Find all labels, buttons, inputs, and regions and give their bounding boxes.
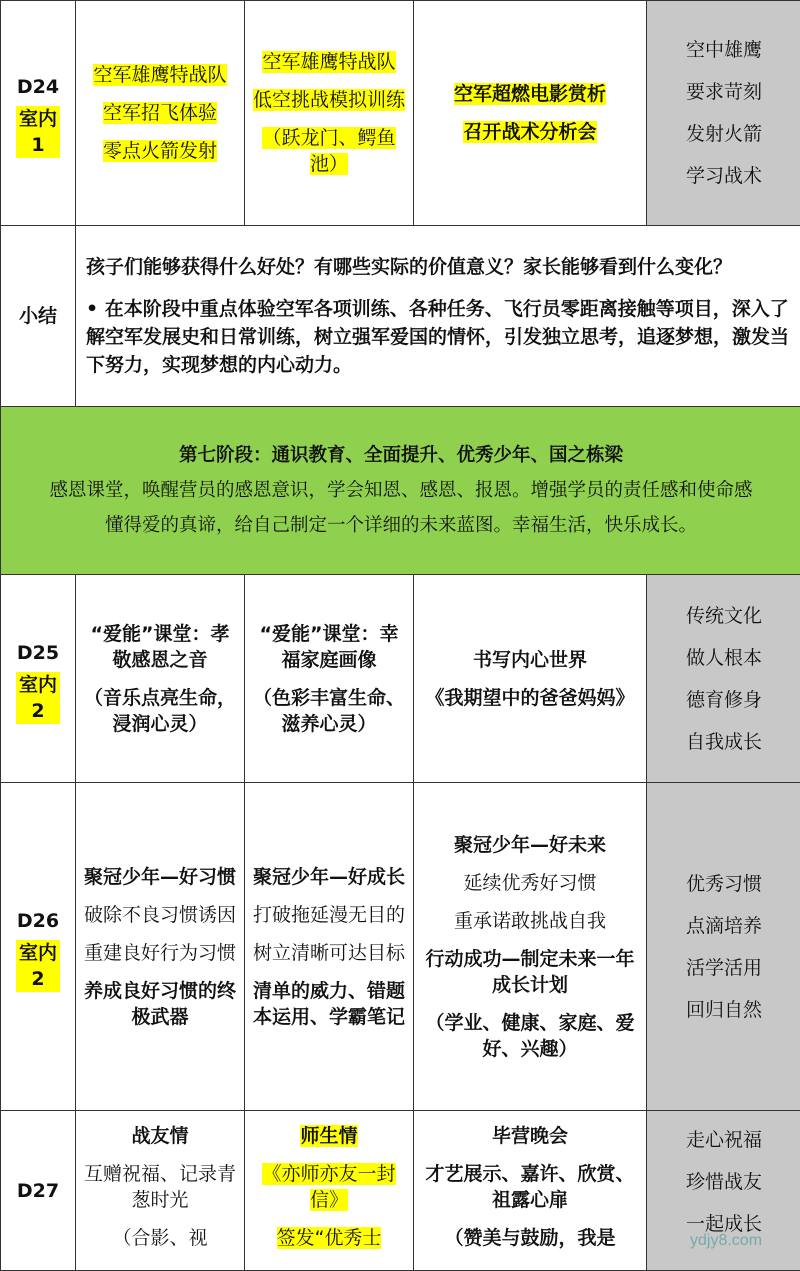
location-label: 室内 2 [16,940,60,992]
activity-text: 空军超燃电影赏析 [454,83,606,105]
day-label: D26 [1,908,75,934]
activity-text: 聚冠少年—好未来 [420,832,640,858]
activity-text: 重建良好行为习惯 [82,940,238,966]
activity-text: 战友情 [82,1123,238,1149]
day-label: D24 [1,74,75,100]
activity-text: 零点火箭发射 [103,140,217,162]
summary-cell [76,226,800,407]
tags-cell [647,575,800,783]
tag-text: 点滴培养 [647,913,800,939]
activity-text: 打破拖延漫无目的 [251,902,407,928]
activity-text: 空军雄鹰特战队 [93,64,226,86]
activity-text: （赞美与鼓励，我是 [420,1225,640,1251]
activity-cell-2 [245,1111,414,1271]
tag-text: 一起成长 [647,1211,800,1237]
tag-text: 发射火箭 [647,121,800,147]
activity-text: 行动成功—制定未来一年成长计划 [420,946,640,998]
activity-text: 《亦师亦友一封信》 [262,1163,395,1211]
activity-text: 延续优秀好习惯 [420,870,640,896]
stage-description: 懂得爱的真谛，给自己制定一个详细的未来蓝图。幸福生活，快乐成长。 [15,512,787,539]
activity-text: 书写内心世界 [420,647,640,673]
stage-banner [1,407,800,575]
activity-text: “爱能”课堂：孝敬感恩之音 [82,621,238,673]
activity-cell-3 [414,783,647,1111]
activity-cell-2 [245,783,414,1111]
day-cell-d27 [1,1111,76,1271]
tag-text: 回归自然 [647,997,800,1023]
tag-text: 走心祝福 [647,1127,800,1153]
activity-cell-1 [76,1,245,226]
tag-text: 空中雄鹰 [647,37,800,63]
activity-text: 师生情 [300,1125,357,1147]
summary-label: 小结 [1,226,76,407]
activity-text: 才艺展示、嘉许、欣赏、祖露心扉 [420,1161,640,1213]
activity-cell-1 [76,1111,245,1271]
activity-text: （色彩丰富生命、滋养心灵） [251,685,407,737]
activity-text: 树立清晰可达目标 [251,940,407,966]
activity-text: 互赠祝福、记录青葱时光 [82,1161,238,1213]
tags-cell [647,783,800,1111]
activity-cell-3 [414,1,647,226]
activity-text: 空军招飞体验 [103,102,217,124]
tag-text: 自我成长 [647,729,800,755]
activity-cell-3 [414,1111,647,1271]
stage-description: 感恩课堂，唤醒营员的感恩意识，学会知恩、感恩、报恩。增强学员的责任感和使命感 [15,477,787,504]
activity-text: （跃龙门、鳄鱼池） [262,127,395,175]
activity-text: （合影、视 [82,1225,238,1251]
activity-text: 聚冠少年—好习惯 [82,864,238,890]
tag-text: 做人根本 [647,645,800,671]
activity-text: 低空挑战模拟训练 [253,89,405,111]
activity-text: 毕营晚会 [420,1123,640,1149]
activity-text: 重承诺敢挑战自我 [420,908,640,934]
tag-text: 德育修身 [647,687,800,713]
day-label: D27 [1,1178,75,1204]
tag-text: 要求苛刻 [647,79,800,105]
activity-text: 聚冠少年—好成长 [251,864,407,890]
tag-text: 学习战术 [647,163,800,189]
activity-text: “爱能”课堂：幸福家庭画像 [251,621,407,673]
tag-text: 活学活用 [647,955,800,981]
tag-text: 传统文化 [647,603,800,629]
activity-cell-2 [245,575,414,783]
activity-text: 召开战术分析会 [463,121,596,143]
activity-cell-1 [76,783,245,1111]
activity-text: （学业、健康、家庭、爱好、兴趣） [420,1010,640,1062]
day-cell-d26 [1,783,76,1111]
activity-cell-3 [414,575,647,783]
location-label: 室内 1 [16,106,60,158]
table-row-d26 [1,783,800,1111]
summary-bullet: • 在本阶段中重点体验空军各项训练、各种任务、飞行员零距离接触等项目，深入了解空军发展史和日常训练，树立强军爱国的情怀，引发独立思考，追逐梦想，激发当下努力，实现梦想的内心动力。 [86,295,791,379]
table-row-stage7 [1,407,800,575]
activity-text: （音乐点亮生命，浸润心灵） [82,685,238,737]
activity-text: 破除不良习惯诱因 [82,902,238,928]
tags-cell [647,1,800,226]
table-row-d27 [1,1111,800,1271]
activity-cell-1 [76,575,245,783]
table-row-d25 [1,575,800,783]
day-cell-d25 [1,575,76,783]
activity-text: 空军雄鹰特战队 [262,51,395,73]
stage-title: 第七阶段：通识教育、全面提升、优秀少年、国之栋梁 [15,442,787,469]
summary-question: 孩子们能够获得什么好处？有哪些实际的价值意义？家长能够看到什么变化？ [86,253,791,281]
watermark: ydjy8.com [690,1232,762,1250]
day-cell-d24 [1,1,76,226]
activity-text: 清单的威力、错题本运用、学霸笔记 [251,978,407,1030]
activity-cell-2 [245,1,414,226]
activity-text: 《我期望中的爸爸妈妈》 [420,685,640,711]
activity-text: 养成良好习惯的终极武器 [82,978,238,1030]
day-label: D25 [1,640,75,666]
activity-text: 签发“优秀士 [277,1227,382,1249]
tag-text: 珍惜战友 [647,1169,800,1195]
table-row-summary [1,226,800,407]
tag-text: 优秀习惯 [647,871,800,897]
table-row-d24 [1,1,800,226]
location-label: 室内 2 [16,672,60,724]
